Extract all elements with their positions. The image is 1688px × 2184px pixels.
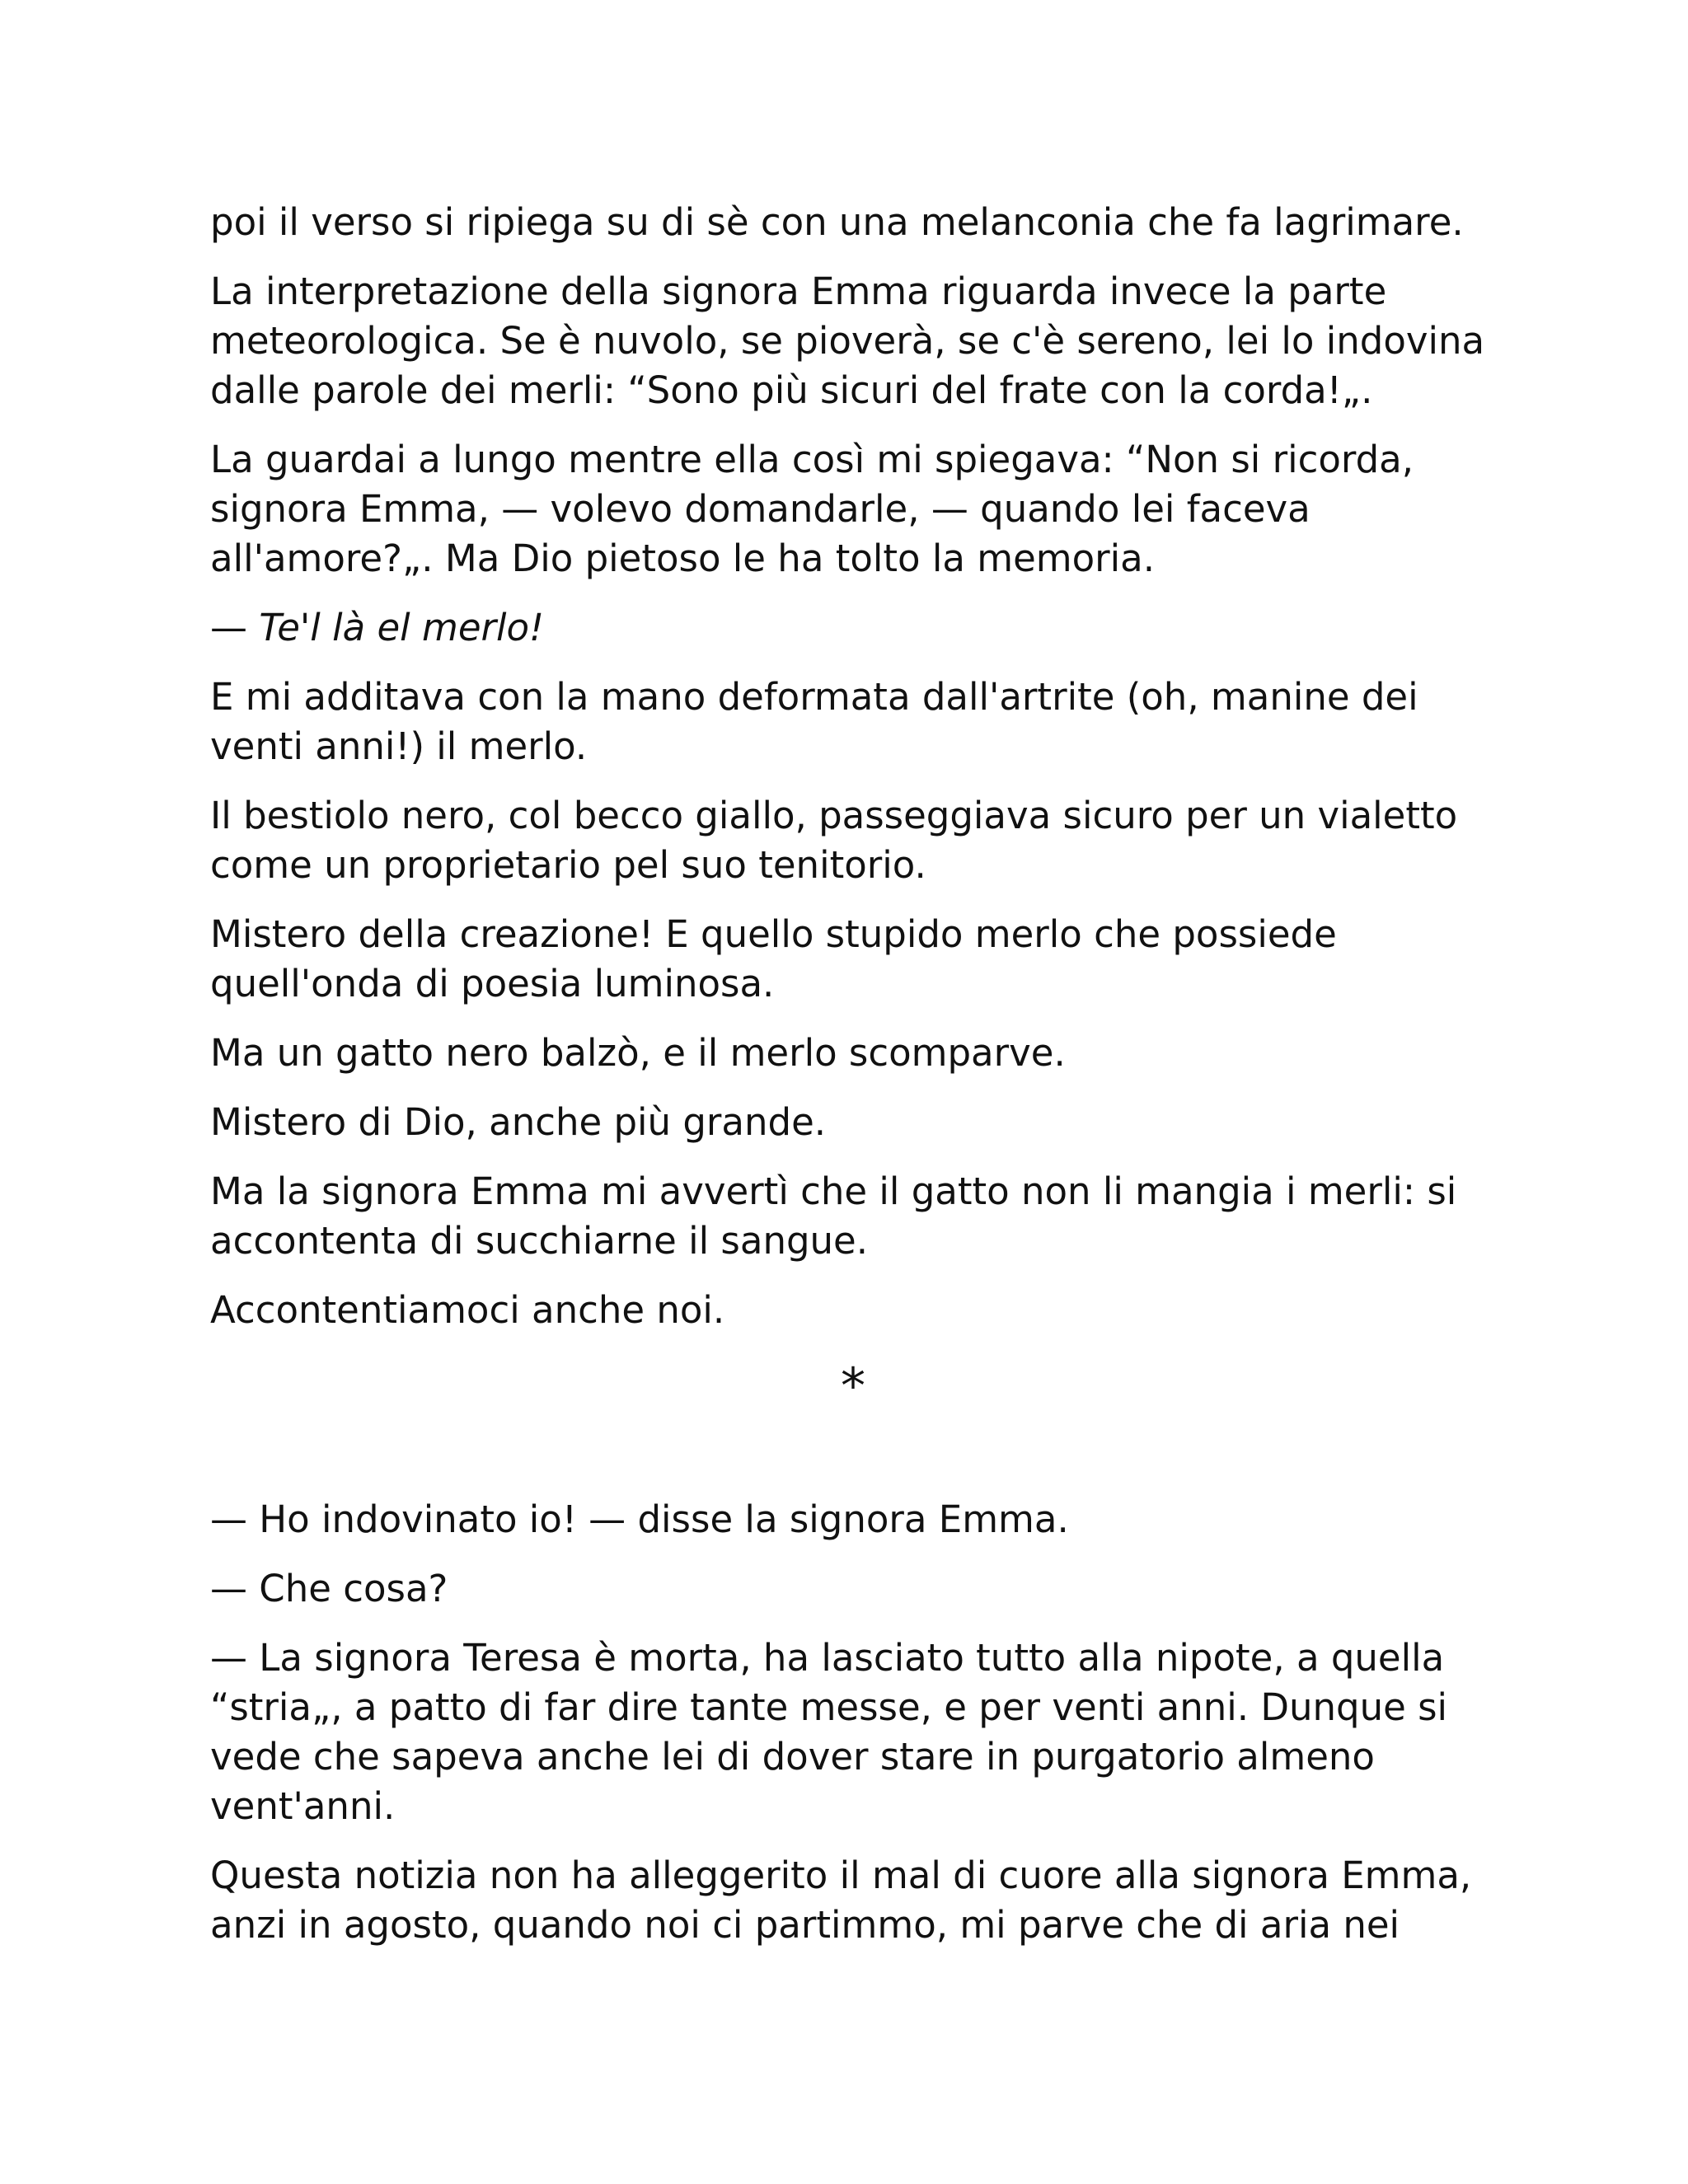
paragraph: E mi additava con la mano deformata dall'artrite (oh, manine dei venti anni!) il merlo. xyxy=(210,675,1418,768)
paragraph: Accontentiamoci anche noi. xyxy=(210,1288,725,1332)
paragraph: — Ho indovinato io! — disse la signora Emma. xyxy=(210,1497,1069,1541)
paragraph: Questa notizia non ha alleggerito il mal di cuore alla signora Emma, anzi in agosto, quando noi ci partimmo, mi parve che di aria nei xyxy=(210,1854,1472,1947)
paragraph: Ma un gatto nero balzò, e il merlo scomparve. xyxy=(210,1031,1066,1075)
dialogue-dash: — xyxy=(210,606,260,649)
paragraph: Ma la signora Emma mi avvertì che il gatto non li mangia i merli: si accontenta di succhiarne il sangue. xyxy=(210,1169,1457,1263)
paragraph: Mistero di Dio, anche più grande. xyxy=(210,1100,827,1144)
paragraph: La guardai a lungo mentre ella così mi spiegava: “Non si ricorda, signora Emma, — volevo domandarle, — quando lei faceva all'amore?„. Ma Dio pietoso le ha tolto la memoria. xyxy=(210,438,1414,580)
document-page xyxy=(210,198,1496,1970)
paragraph: La interpretazione della signora Emma riguarda invece la parte meteorologica. Se è nuvolo, se pioverà, se c'è sereno, lei lo indovina dalle parole dei merli: “Sono più sicuri del frate con la corda!„. xyxy=(210,269,1485,412)
paragraph: — La signora Teresa è morta, ha lasciato tutto alla nipote, a quella “stria„, a patto di far dire tante messe, e per venti anni. Dunque si vede che sapeva anche lei di dover stare in purgatorio almeno vent'anni. xyxy=(210,1636,1448,1828)
paragraph: poi il verso si ripiega su di sè con una melanconia che fa lagrimare. xyxy=(210,200,1464,244)
paragraph: — Che cosa? xyxy=(210,1567,448,1610)
dialogue-italic-text: Te'l là el merlo! xyxy=(259,606,545,649)
dialogue-line xyxy=(210,603,1496,653)
paragraph: Il bestiolo nero, col becco giallo, passeggiava sicuro per un vialetto come un proprietario pel suo tenitorio. xyxy=(210,794,1458,887)
section-break: * xyxy=(841,1357,865,1415)
paragraph: Mistero della creazione! E quello stupido merlo che possiede quell'onda di poesia luminosa. xyxy=(210,912,1337,1005)
